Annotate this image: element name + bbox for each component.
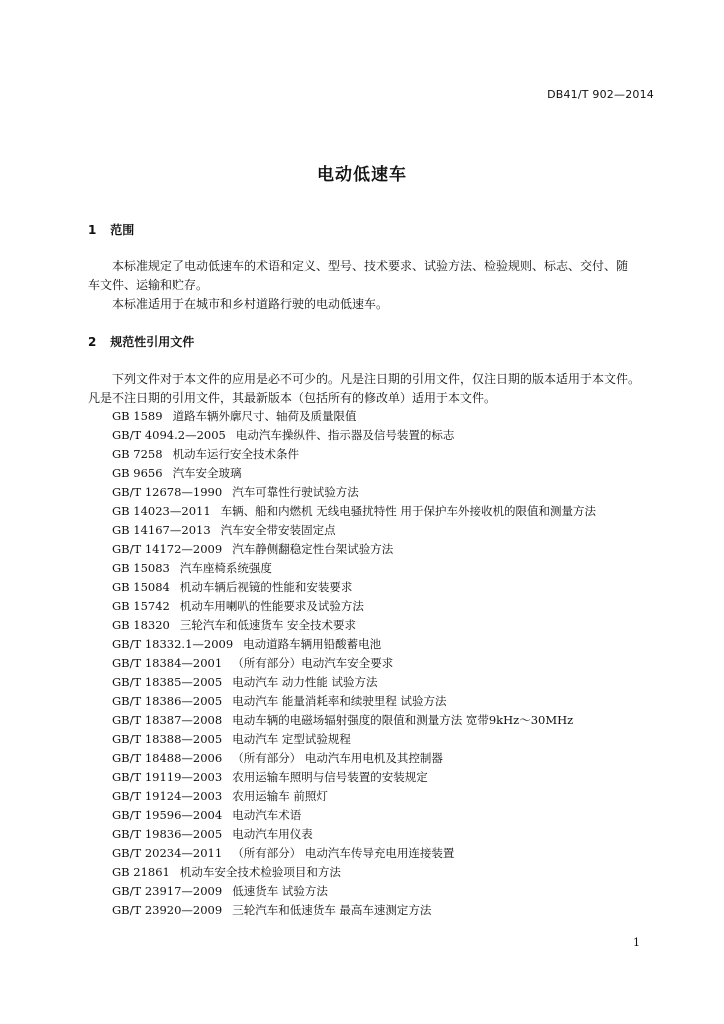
paragraph-line: 本标准适用于在城市和乡村道路行驶的电动低速车。 <box>112 297 389 311</box>
reference-code: GB/T 19836—2005 <box>112 827 223 841</box>
reference-item <box>112 844 596 863</box>
reference-title: 电动道路车辆用铅酸蓄电池 <box>243 637 382 651</box>
reference-list <box>112 407 596 920</box>
reference-code: GB/T 23920—2009 <box>112 903 223 917</box>
section-number: 1 <box>88 223 97 237</box>
reference-code: GB/T 19124—2003 <box>112 789 223 803</box>
reference-code: GB/T 18384—2001 <box>112 656 223 670</box>
reference-title: 机动车用喇叭的性能要求及试验方法 <box>179 599 364 613</box>
reference-title: 农用运输车照明与信号装置的安装规定 <box>232 770 428 784</box>
reference-title: 低速货车 试验方法 <box>232 884 328 898</box>
reference-title: 三轮汽车和低速货车 安全技术要求 <box>179 618 357 632</box>
reference-title: 汽车座椅系统强度 <box>179 561 272 575</box>
paragraph-line: 凡是不注日期的引用文件，其最新版本（包括所有的修改单）适用于本文件。 <box>88 391 497 405</box>
reference-code: GB/T 18386—2005 <box>112 694 223 708</box>
reference-code: GB/T 23917—2009 <box>112 884 223 898</box>
reference-title: 汽车安全玻璃 <box>172 466 242 480</box>
reference-item <box>112 787 596 806</box>
reference-code: GB/T 19119—2003 <box>112 770 223 784</box>
reference-title: 车辆、船和内燃机 无线电骚扰特性 用于保护车外接收机的限值和测量方法 <box>220 504 596 518</box>
reference-code: GB 7258 <box>112 447 163 461</box>
reference-title: 农用运输车 前照灯 <box>232 789 328 803</box>
reference-item <box>112 426 596 445</box>
reference-item <box>112 673 596 692</box>
reference-item <box>112 445 596 464</box>
section-1-body <box>88 257 660 314</box>
reference-code: GB 14167—2013 <box>112 523 211 537</box>
reference-item <box>112 483 596 502</box>
reference-title: （所有部分）电动汽车安全要求 <box>232 656 394 670</box>
reference-code: GB 21861 <box>112 865 170 879</box>
standard-number: DB41/T 902—2014 <box>547 88 654 101</box>
reference-title: 三轮汽车和低速货车 最高车速测定方法 <box>232 903 432 917</box>
reference-item <box>112 540 596 559</box>
reference-code: GB 15742 <box>112 599 170 613</box>
reference-code: GB 15084 <box>112 580 170 594</box>
reference-item <box>112 616 596 635</box>
reference-code: GB 14023—2011 <box>112 504 211 518</box>
reference-title: 汽车安全带安装固定点 <box>220 523 336 537</box>
reference-item <box>112 806 596 825</box>
reference-item <box>112 502 596 521</box>
reference-title: 机动车安全技术检验项目和方法 <box>179 865 341 879</box>
section-title: 范围 <box>110 223 135 237</box>
reference-title: 电动汽车术语 <box>232 808 302 822</box>
reference-code: GB/T 12678—1990 <box>112 485 223 499</box>
reference-item <box>112 578 596 597</box>
reference-code: GB/T 18388—2005 <box>112 732 223 746</box>
section-1-heading <box>88 221 134 238</box>
reference-title: 电动汽车 动力性能 试验方法 <box>232 675 378 689</box>
reference-item <box>112 464 596 483</box>
reference-code: GB/T 19596—2004 <box>112 808 223 822</box>
document-title: 电动低速车 <box>317 165 407 185</box>
page-number: 1 <box>633 936 640 949</box>
reference-item <box>112 882 596 901</box>
reference-item <box>112 825 596 844</box>
reference-title: 机动车辆后视镜的性能和安装要求 <box>179 580 353 594</box>
reference-title: 电动汽车 定型试验规程 <box>232 732 351 746</box>
reference-code: GB/T 14172—2009 <box>112 542 223 556</box>
reference-item <box>112 692 596 711</box>
section-title: 规范性引用文件 <box>110 335 195 349</box>
reference-code: GB/T 18387—2008 <box>112 713 223 727</box>
reference-item <box>112 730 596 749</box>
reference-item <box>112 711 596 730</box>
reference-title: 道路车辆外廓尺寸、轴荷及质量限值 <box>172 409 357 423</box>
reference-item <box>112 749 596 768</box>
reference-title: 机动车运行安全技术条件 <box>172 447 300 461</box>
reference-code: GB 1589 <box>112 409 163 423</box>
reference-item <box>112 768 596 787</box>
reference-title: 汽车静侧翻稳定性台架试验方法 <box>232 542 394 556</box>
reference-code: GB 9656 <box>112 466 163 480</box>
reference-title: （所有部分） 电动汽车用电机及其控制器 <box>232 751 443 765</box>
reference-item <box>112 407 596 426</box>
reference-item <box>112 901 596 920</box>
reference-title: （所有部分） 电动汽车传导充电用连接装置 <box>232 846 455 860</box>
reference-item <box>112 559 596 578</box>
paragraph-line: 车文件、运输和贮存。 <box>88 278 209 292</box>
reference-item <box>112 597 596 616</box>
reference-item <box>112 521 596 540</box>
section-2-heading <box>88 333 194 350</box>
reference-item <box>112 654 596 673</box>
reference-title: 电动汽车 能量消耗率和续驶里程 试验方法 <box>232 694 447 708</box>
paragraph-line: 本标准规定了电动低速车的术语和定义、型号、技术要求、试验方法、检验规则、标志、交付、随 <box>112 259 629 273</box>
reference-code: GB/T 20234—2011 <box>112 846 223 860</box>
reference-code: GB/T 4094.2—2005 <box>112 428 226 442</box>
section-2-intro <box>88 370 660 408</box>
reference-item <box>112 635 596 654</box>
paragraph-line: 下列文件对于本文件的应用是必不可少的。凡是注日期的引用文件，仅注日期的版本适用于本文件。 <box>112 372 641 386</box>
reference-code: GB/T 18385—2005 <box>112 675 223 689</box>
reference-code: GB 15083 <box>112 561 170 575</box>
reference-code: GB/T 18332.1—2009 <box>112 637 234 651</box>
reference-title: 电动汽车用仪表 <box>232 827 313 841</box>
section-number: 2 <box>88 335 97 349</box>
reference-code: GB/T 18488—2006 <box>112 751 223 765</box>
reference-code: GB 18320 <box>112 618 170 632</box>
reference-item <box>112 863 596 882</box>
reference-title: 电动汽车操纵件、指示器及信号装置的标志 <box>235 428 455 442</box>
reference-title: 汽车可靠性行驶试验方法 <box>232 485 359 499</box>
reference-title: 电动车辆的电磁场辐射强度的限值和测量方法 宽带9kHz～30MHz <box>232 713 574 727</box>
